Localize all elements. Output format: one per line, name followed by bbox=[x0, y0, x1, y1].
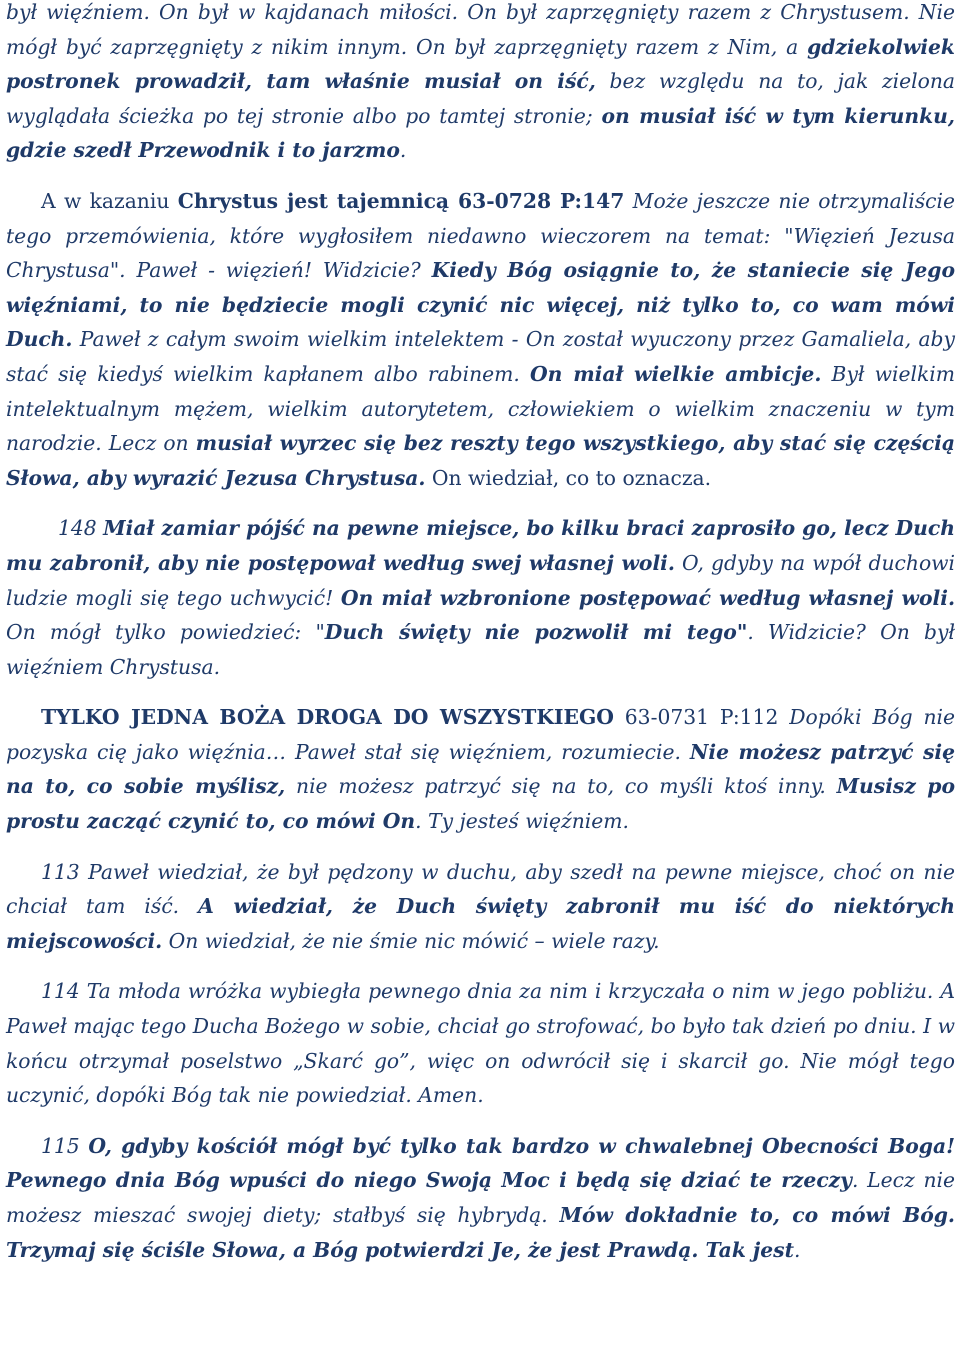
text-run: on musiał iść w tym kierunku, gdzie szedł Przewodnik i to jarzmo bbox=[6, 103, 955, 163]
text-run: On wiedział, co to oznacza. bbox=[425, 465, 712, 490]
text-run: Paweł z całym swoim wielkim intelektem - On został wyuczony przez Gamaliela, aby stać się kiedyś wielkim kapłanem albo rabinem. bbox=[6, 327, 955, 386]
text-run: . bbox=[793, 1237, 801, 1262]
paragraph-0 bbox=[0, 0, 960, 168]
text-run: On mógł tylko powiedzieć: " bbox=[6, 620, 325, 645]
text-run: musiał wyrzec się bez reszty tego wszystkiego, aby stać się częścią Słowa, aby wyrazić Jezusa Chrystusa. bbox=[6, 431, 955, 490]
text-run: Miał zamiar pójść na pewne miejsce, bo kilku braci zaprosiło go, lecz Duch mu zabronił, aby nie postępował według swej własnej woli. bbox=[6, 516, 955, 575]
text-run: Chrystus jest tajemnicą 63-0728 P:147 bbox=[177, 188, 625, 213]
text-run: O, gdyby na wpół duchowi ludzie mogli się tego uchwycić! bbox=[6, 550, 955, 610]
text-run: On miał wielkie ambicje. bbox=[530, 361, 822, 386]
text-run: był więźniem. On był w kajdanach miłości. On był zaprzęgnięty razem z Chrystusem. Nie mógł być zaprzęgnięty z nikim innym. On był zaprzęgnięty razem z Nim, a bbox=[6, 0, 955, 59]
paragraph-1 bbox=[0, 184, 960, 495]
text-run: On miał wzbronione postępować według własnej woli. bbox=[340, 585, 956, 610]
text-run: 148 bbox=[58, 516, 104, 541]
text-run: nie możesz patrzyć się na to, co myśli ktoś inny. bbox=[285, 774, 837, 799]
text-run: O, gdyby kościół mógł być tylko tak bardzo w chwalebnej Obecności Boga! Pewnego dnia Bóg wpuści do niego Swoją Moc i będą się dziać te rzeczy bbox=[6, 1133, 955, 1193]
text-run: . Widzicie? On był więźniem Chrystusa. bbox=[6, 620, 955, 679]
text-run: Kiedy Bóg osiągnie to, że staniecie się Jego więźniami, to nie będziecie mogli czynić nic więcej, niż tylko to, co wam mówi Duch. bbox=[6, 258, 955, 352]
text-run: Nie możesz patrzyć się na to, co sobie myślisz, bbox=[6, 739, 955, 799]
paragraph-6 bbox=[0, 1129, 960, 1267]
text-run: A w kazaniu bbox=[41, 188, 178, 213]
text-run: 113 Paweł wiedział, że był pędzony w duchu, aby szedł na pewne miejsce, choć on nie chciał tam iść. bbox=[6, 859, 955, 919]
text-run: Może jeszcze nie otrzymaliście tego przemówienia, które wygłosiłem niedawno wieczorem na temat: "Więzień Jezusa Chrystusa". Paweł - więzień! Widzicie? bbox=[6, 188, 956, 283]
text-run: . Lecz nie możesz mieszać swojej diety; stałbyś się hybrydą. bbox=[6, 1168, 956, 1227]
text-run: TYLKO JEDNA BOŻA DROGA DO WSZYSTKIEGO bbox=[41, 705, 614, 730]
paragraph-5 bbox=[0, 974, 960, 1112]
text-run: . bbox=[399, 138, 407, 163]
text-run: . Ty jesteś więźniem. bbox=[415, 809, 629, 834]
text-run: 114 Ta młoda wróżka wybiegła pewnego dnia za nim i krzyczała o nim w jego pobliżu. A Paweł mając tego Ducha Bożego w sobie, chciał go strofować, bo było tak dzień po dniu. I w końcu otrzymał poselstwo „Skarć go”, więc on odwrócił się i skarcił go. Nie mógł tego uczynić, dopóki Bóg tak nie powiedział. Amen. bbox=[6, 979, 955, 1108]
text-run: Dopóki Bóg nie pozyska cię jako więźnia… Paweł stał się więźniem, rozumiecie. bbox=[6, 705, 955, 764]
text-run: Mów dokładnie to, co mówi Bóg. Trzymaj się ściśle Słowa, a Bóg potwierdzi Je, że jest Prawdą. Tak jest bbox=[6, 1203, 955, 1262]
paragraph-4 bbox=[0, 855, 960, 959]
paragraph-2 bbox=[0, 511, 960, 684]
text-run: Musisz po prostu zacząć czynić to, co mówi On bbox=[6, 774, 955, 834]
paragraph-3 bbox=[0, 700, 960, 838]
text-run: bez względu na to, jak zielona wyglądała ścieżka po tej stronie albo po tamtej stronie; bbox=[6, 69, 955, 128]
text-run: A wiedział, że Duch święty zabronił mu iść do niektórych miejscowości. bbox=[6, 894, 955, 953]
text-run: On wiedział, że nie śmie nic mówić – wiele razy. bbox=[162, 928, 660, 953]
text-run: Był wielkim intelektualnym mężem, wielkim autorytetem, człowiekiem o wielkim znaczeniu w tym narodzie. Lecz on bbox=[6, 361, 955, 456]
text-run: Duch święty nie pozwolił mi tego" bbox=[324, 620, 748, 645]
text-run: 115 bbox=[41, 1133, 89, 1158]
text-run: 63-0731 P:112 bbox=[613, 705, 790, 730]
text-run: gdziekolwiek postronek prowadził, tam właśnie musiał on iść, bbox=[6, 34, 955, 94]
